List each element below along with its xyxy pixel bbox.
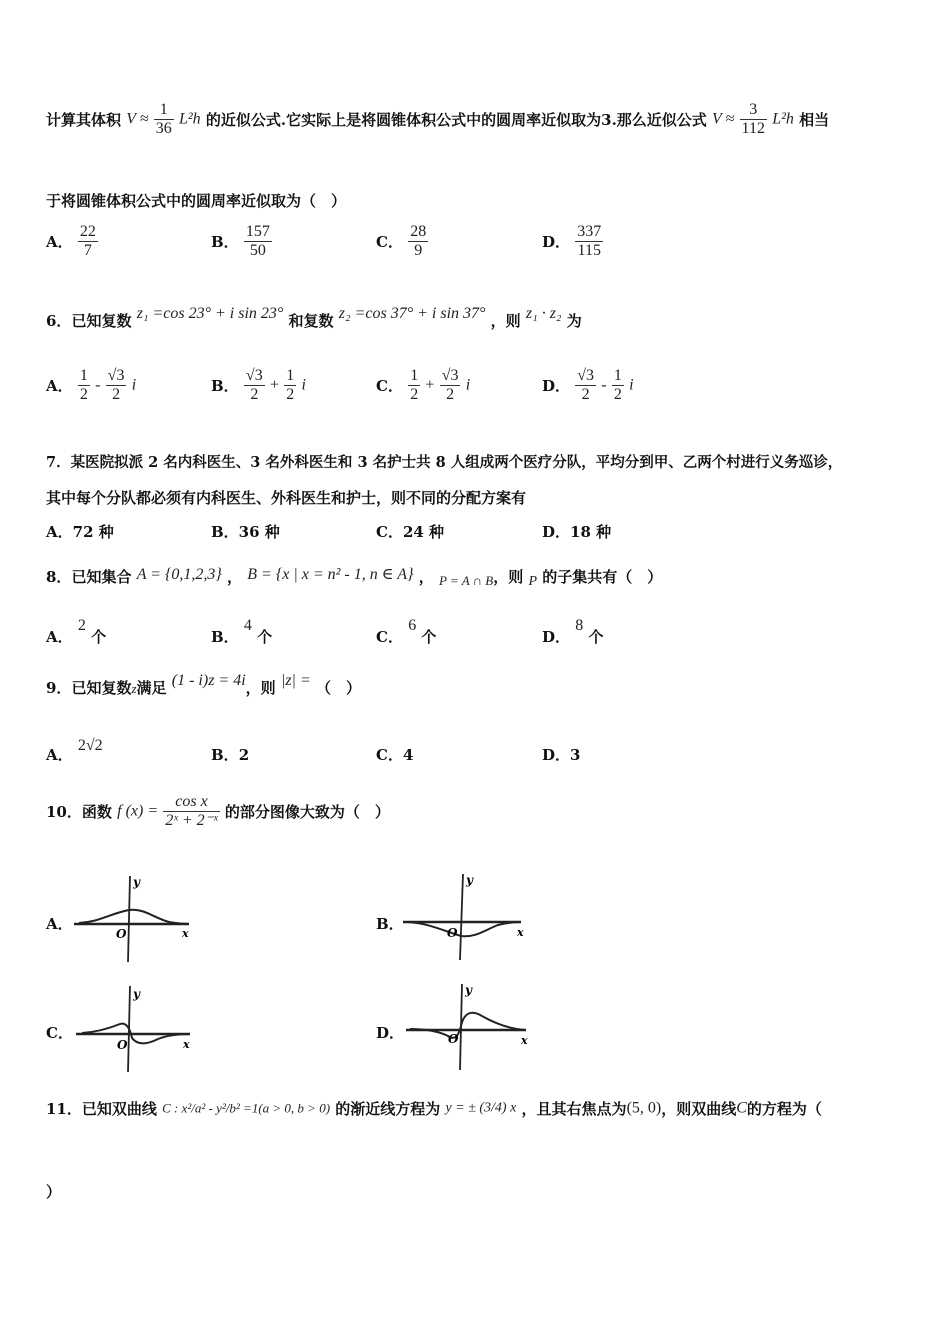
option-operator: + bbox=[425, 376, 435, 394]
q9-text-1: 已知复数 bbox=[71, 679, 132, 697]
option-unit: 个 bbox=[91, 628, 107, 646]
origin-label: O bbox=[117, 1038, 128, 1052]
q6-number: 6． bbox=[46, 312, 72, 330]
q6-product: z₁ · z₂ bbox=[525, 305, 562, 322]
q6-z1: z₁ =cos 23° + i sin 23° bbox=[136, 305, 284, 322]
option-label: C． bbox=[376, 233, 403, 251]
q10-text-1: 函数 bbox=[81, 803, 112, 821]
intro-formula-2-num: 3 bbox=[740, 101, 767, 120]
q10-text-2: 的部分图像大致为（ ） bbox=[224, 803, 390, 821]
option-imag-unit: i bbox=[629, 376, 634, 394]
intro-text-1: 计算其体积 bbox=[46, 111, 122, 129]
q8-text-1: 已知集合 bbox=[71, 568, 132, 586]
intro-option-a[interactable] bbox=[46, 223, 98, 260]
option-fraction-1 bbox=[78, 367, 90, 404]
intro-option-c[interactable] bbox=[376, 223, 428, 260]
option-fraction bbox=[575, 223, 603, 260]
q6-option-d[interactable] bbox=[542, 367, 634, 404]
option-fraction-2 bbox=[440, 367, 461, 404]
q8-set-p: P = A ∩ B bbox=[438, 573, 494, 588]
q6-text-4: 为 bbox=[566, 312, 582, 330]
intro-formula-1-fraction bbox=[154, 101, 174, 138]
q6-option-c[interactable] bbox=[376, 367, 470, 404]
intro-formula-1-den: 36 bbox=[155, 120, 172, 137]
q9-options bbox=[46, 734, 666, 764]
option-value: 4 bbox=[402, 746, 414, 764]
option-fraction-1 bbox=[575, 367, 596, 404]
intro-option-d[interactable] bbox=[542, 223, 603, 260]
q6-text-3: ，则 bbox=[490, 312, 521, 330]
q6-stem bbox=[46, 305, 582, 331]
q8-text-4: ，则 bbox=[493, 568, 524, 586]
intro-text-3: 相当 bbox=[799, 111, 830, 129]
q6-options bbox=[46, 367, 666, 417]
intro-formula-1-num: 1 bbox=[154, 101, 174, 120]
q7-option-d[interactable]: D．18 种 bbox=[542, 523, 612, 541]
option-den: 2 bbox=[410, 386, 419, 403]
q8-set-b: B = {x | x = n² - 1, n ∈ A} bbox=[247, 566, 414, 583]
q8-options bbox=[46, 614, 666, 644]
origin-label: O bbox=[448, 1032, 459, 1046]
option-label: C． bbox=[376, 628, 403, 646]
option-value: 2 bbox=[238, 746, 250, 764]
y-label: y bbox=[466, 873, 473, 887]
option-value: 8 bbox=[575, 617, 584, 634]
q10-option-c-label[interactable]: C． bbox=[46, 1024, 73, 1042]
option-den: 2 bbox=[613, 386, 622, 403]
option-num: √3 bbox=[577, 367, 595, 384]
q8-option-d[interactable] bbox=[542, 614, 604, 646]
x-label: x bbox=[517, 926, 524, 939]
option-fraction-2 bbox=[284, 367, 296, 404]
y-label: y bbox=[465, 983, 472, 997]
intro-formula-1-lhs: V ≈ bbox=[126, 110, 149, 128]
option-unit: 个 bbox=[257, 628, 273, 646]
intro-options bbox=[46, 223, 606, 273]
q9-z: z bbox=[131, 681, 137, 696]
option-label: B． bbox=[211, 746, 239, 764]
option-num: 1 bbox=[613, 367, 622, 384]
q9-abs: |z| = bbox=[280, 672, 311, 689]
option-label: D． bbox=[542, 233, 571, 251]
option-num: 28 bbox=[410, 223, 427, 240]
option-imag-unit: i bbox=[131, 376, 137, 394]
q11-asymptote: y = ± (3/4) x bbox=[445, 1100, 517, 1116]
q10-denominator: 2ˣ + 2⁻ˣ bbox=[165, 812, 218, 829]
q11-text-3: ，且其右焦点为 bbox=[521, 1100, 627, 1118]
option-fraction-2 bbox=[612, 367, 624, 404]
origin-label: O bbox=[116, 927, 127, 941]
intro-text-2: 的近似公式.它实际上是将圆锥体积公式中的圆周率近似取为3.那么近似公式 bbox=[205, 111, 707, 129]
q9-option-a[interactable] bbox=[46, 734, 103, 764]
q8-option-c[interactable] bbox=[376, 614, 437, 646]
q10-option-a-graph[interactable] bbox=[74, 872, 200, 964]
option-operator: - bbox=[601, 376, 607, 394]
q6-text-1: 已知复数 bbox=[71, 312, 132, 330]
q8-number: 8． bbox=[46, 568, 72, 586]
q10-option-d-graph[interactable] bbox=[406, 980, 534, 1072]
x-label: x bbox=[183, 1038, 190, 1051]
q11-stem bbox=[46, 1098, 822, 1119]
q8-option-b[interactable] bbox=[211, 614, 273, 646]
option-label: D． bbox=[542, 746, 571, 764]
q10-option-c-graph[interactable] bbox=[76, 982, 200, 1074]
q9-stem bbox=[46, 672, 361, 698]
option-num: √3 bbox=[441, 367, 459, 384]
option-label: C． bbox=[376, 377, 403, 395]
q9-option-d[interactable] bbox=[542, 744, 580, 765]
q11-text-1: 已知双曲线 bbox=[81, 1100, 157, 1118]
option-label: A． bbox=[46, 746, 73, 764]
q10-option-b-label[interactable]: B． bbox=[376, 915, 404, 933]
option-value: 2 bbox=[77, 617, 86, 634]
intro-option-b[interactable] bbox=[211, 223, 272, 260]
option-label: A． bbox=[46, 628, 73, 646]
option-imag-unit: i bbox=[465, 376, 471, 394]
option-den: 115 bbox=[577, 242, 601, 259]
option-label: B． bbox=[211, 233, 239, 251]
q11-text-2: 的渐近线方程为 bbox=[335, 1100, 441, 1118]
q11-number: 11． bbox=[46, 1100, 82, 1118]
q9-equation: (1 - i)z = 4i bbox=[171, 672, 246, 689]
option-unit: 个 bbox=[588, 628, 604, 646]
q9-option-c[interactable] bbox=[376, 744, 413, 765]
q10-numerator: cos x bbox=[163, 793, 219, 812]
y-axis bbox=[460, 874, 463, 960]
q10-option-d-label[interactable]: D． bbox=[376, 1024, 405, 1042]
intro-line-2: 于将圆锥体积公式中的圆周率近似取为（ ） bbox=[46, 192, 347, 210]
q6-option-a[interactable] bbox=[46, 367, 136, 404]
option-den: 2 bbox=[112, 386, 121, 403]
q10-stem bbox=[46, 793, 390, 830]
q11-curve: C : x²/a² - y²/b² =1(a > 0, b > 0) bbox=[162, 1100, 331, 1116]
option-label: B． bbox=[211, 377, 239, 395]
option-num: 157 bbox=[245, 223, 270, 240]
q7-option-b[interactable]: B．36 种 bbox=[211, 523, 280, 541]
x-label: x bbox=[182, 927, 189, 940]
intro-formula-2-den: 112 bbox=[741, 120, 765, 137]
option-fraction-2 bbox=[106, 367, 127, 404]
q9-number: 9． bbox=[46, 679, 72, 697]
option-label: C． bbox=[376, 746, 403, 764]
option-label: D． bbox=[542, 377, 571, 395]
intro-formula-2-rhs: L²h bbox=[772, 110, 794, 128]
option-num: 1 bbox=[79, 367, 88, 384]
option-label: B． bbox=[211, 628, 239, 646]
option-den: 9 bbox=[414, 242, 423, 259]
option-num: 337 bbox=[577, 223, 602, 240]
y-label: y bbox=[133, 875, 140, 889]
option-den: 2 bbox=[250, 386, 259, 403]
x-label: x bbox=[521, 1034, 528, 1047]
option-den: 2 bbox=[581, 386, 590, 403]
option-num: 1 bbox=[286, 367, 295, 384]
option-den: 2 bbox=[79, 386, 88, 403]
origin-label: O bbox=[447, 926, 458, 940]
q8-stem bbox=[46, 566, 662, 587]
option-fraction-1 bbox=[408, 367, 420, 404]
q8-text-3: ， bbox=[418, 568, 434, 586]
q7-option-c[interactable]: C．24 种 bbox=[376, 523, 445, 541]
intro-formula-1-rhs: L²h bbox=[178, 110, 201, 128]
q11-text-5: 的方程为（ bbox=[746, 1100, 822, 1118]
intro-line-1 bbox=[46, 101, 829, 138]
option-fraction bbox=[408, 223, 428, 260]
function-curve bbox=[410, 1013, 526, 1038]
q11-close-paren: ） bbox=[46, 1183, 62, 1201]
q10-option-b-graph[interactable] bbox=[403, 870, 531, 962]
option-unit: 个 bbox=[421, 628, 437, 646]
option-fraction bbox=[78, 223, 98, 260]
q6-option-b[interactable] bbox=[211, 367, 306, 404]
option-num: 22 bbox=[79, 223, 96, 240]
q9-text-3: ，则 bbox=[245, 679, 276, 697]
option-fraction-1 bbox=[244, 367, 265, 404]
option-label: D． bbox=[542, 628, 571, 646]
q10-option-a-label[interactable]: A． bbox=[46, 915, 73, 933]
q10-fraction bbox=[163, 793, 219, 830]
option-value: 4 bbox=[243, 617, 252, 634]
option-den: 2 bbox=[446, 386, 455, 403]
y-axis bbox=[128, 876, 130, 962]
q11-text-4: ，则双曲线 bbox=[661, 1100, 737, 1118]
option-value: 6 bbox=[408, 617, 417, 634]
option-num: √3 bbox=[245, 367, 263, 384]
option-value: 3 bbox=[570, 746, 581, 764]
intro-formula-2-fraction bbox=[740, 101, 767, 138]
q9-text-2: 满足 bbox=[136, 679, 167, 697]
option-operator: - bbox=[95, 376, 101, 394]
q11-c: C bbox=[736, 1099, 747, 1117]
function-curve bbox=[407, 922, 521, 936]
option-operator: + bbox=[269, 376, 279, 394]
q10-fx: f (x) = bbox=[117, 802, 159, 820]
q8-text-2: ， bbox=[227, 568, 243, 586]
q8-option-a[interactable] bbox=[46, 614, 107, 646]
option-fraction bbox=[244, 223, 272, 260]
q11-focus: (5, 0) bbox=[626, 1099, 662, 1117]
q10-number: 10． bbox=[46, 803, 82, 821]
q7-option-a[interactable]: A．72 种 bbox=[46, 523, 114, 541]
q7-stem-line-1: 7．某医院拟派 2 名内科医生、3 名外科医生和 3 名护士共 8 人组成两个医疗分队，平均分到甲、乙两个村进行义务巡诊， bbox=[46, 454, 843, 471]
option-label: A． bbox=[46, 233, 73, 251]
option-den: 50 bbox=[249, 242, 266, 259]
q7-stem-line-2: 其中每个分队都必须有内科医生、外科医生和护士，则不同的分配方案有 bbox=[46, 489, 527, 507]
option-imag-unit: i bbox=[301, 376, 306, 394]
option-den: 2 bbox=[286, 386, 295, 403]
option-num: 1 bbox=[410, 367, 419, 384]
q9-option-b[interactable] bbox=[211, 744, 249, 765]
q6-text-2: 和复数 bbox=[288, 312, 334, 330]
q8-p: P bbox=[528, 574, 538, 589]
function-curve bbox=[79, 910, 189, 924]
option-value: 2√2 bbox=[77, 737, 103, 754]
option-label: A． bbox=[46, 377, 73, 395]
intro-formula-2-lhs: V ≈ bbox=[712, 110, 735, 128]
q8-text-5: 的子集共有（ ） bbox=[542, 568, 663, 586]
q9-text-4: （ ） bbox=[315, 679, 361, 697]
option-num: √3 bbox=[107, 367, 125, 384]
q8-set-a: A = {0,1,2,3} bbox=[136, 566, 222, 583]
y-label: y bbox=[133, 987, 140, 1001]
q6-z2: z₂ =cos 37° + i sin 37° bbox=[338, 305, 486, 322]
option-den: 7 bbox=[83, 242, 92, 259]
